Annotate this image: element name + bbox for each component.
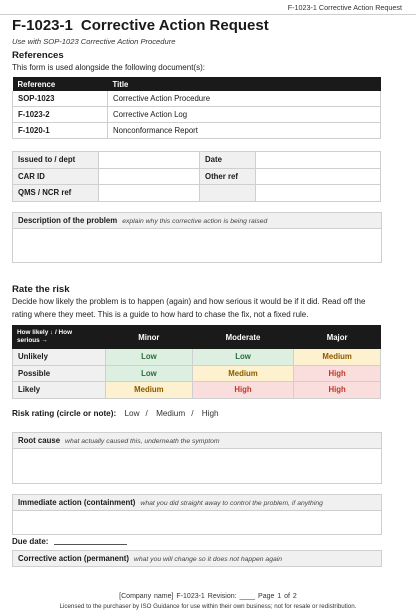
- risk-cell: Low: [192, 349, 294, 366]
- reference-code: F-1020-1: [13, 123, 108, 139]
- risk-cell: Medium: [294, 349, 381, 366]
- problem-label: Description of the problem: [18, 216, 118, 225]
- rating-separator: /: [145, 409, 148, 418]
- table-row: [13, 107, 381, 123]
- car-id-field[interactable]: [99, 168, 200, 185]
- table-row: [13, 91, 381, 107]
- root-cause-box: [12, 432, 382, 484]
- qms-ref-label: QMS / NCR ref: [13, 185, 99, 202]
- corner-line2: serious →: [17, 337, 48, 344]
- problem-box-header: [13, 213, 381, 229]
- blank-label-cell: [200, 185, 256, 202]
- table-row: [13, 152, 381, 169]
- risk-cell: Low: [106, 365, 193, 382]
- risk-cell: High: [294, 365, 381, 382]
- table-row: [13, 382, 381, 399]
- references-col-reference: Reference: [13, 77, 108, 91]
- risk-rating-line: [12, 409, 225, 418]
- immediate-action-label: Immediate action (containment): [18, 498, 136, 507]
- reference-title: Corrective Action Procedure: [108, 91, 381, 107]
- rating-option-medium[interactable]: Medium: [156, 409, 186, 418]
- references-heading: References: [12, 50, 64, 61]
- due-date-label: Due date:: [12, 537, 49, 546]
- risk-intro-line2: rating where they meet. This is a guide to how hard to chase the fix, not a fixed rule.: [12, 309, 309, 319]
- root-cause-box-header: [13, 433, 381, 449]
- risk-intro-line1: Decide how likely the problem is to happen (again) and how serious it would be if it did. Read off the: [12, 297, 366, 306]
- reference-code: F-1023-2: [13, 107, 108, 123]
- due-date: [12, 537, 127, 546]
- corrective-action-box: [12, 550, 382, 567]
- rating-option-high[interactable]: High: [201, 409, 219, 418]
- root-cause-hint: what actually caused this, underneath the symptom: [65, 438, 220, 445]
- problem-input-area[interactable]: [13, 229, 381, 262]
- risk-cell: High: [294, 382, 381, 399]
- table-row: [13, 168, 381, 185]
- table-row: [13, 349, 381, 366]
- page-footer: [Company name] F-1023-1 Revision: ____ Page 1 of 2: [119, 593, 297, 600]
- risk-col-minor: Minor: [106, 326, 193, 349]
- risk-cell: Low: [106, 349, 193, 366]
- risk-row-label: Possible: [13, 365, 106, 382]
- running-header: F-1023-1 Corrective Action Request: [287, 3, 402, 12]
- other-ref-label: Other ref: [200, 168, 256, 185]
- corner-line1: How likely ↓ / How: [17, 329, 73, 336]
- table-row: [13, 185, 381, 202]
- issued-to-field[interactable]: [99, 152, 200, 169]
- date-field[interactable]: [256, 152, 381, 169]
- risk-row-label: Likely: [13, 382, 106, 399]
- rating-separator: /: [191, 409, 194, 418]
- form-name: Corrective Action Request: [80, 17, 269, 34]
- risk-rating-label: Risk rating (circle or note):: [12, 409, 117, 418]
- risk-matrix: [12, 325, 381, 399]
- page-title: [12, 17, 269, 34]
- other-ref-field[interactable]: [256, 168, 381, 185]
- risk-col-moderate: Moderate: [192, 326, 294, 349]
- references-intro: This form is used alongside the following document(s):: [12, 63, 205, 72]
- corrective-action-label: Corrective action (permanent): [18, 554, 129, 563]
- risk-intro: [12, 296, 365, 321]
- car-id-label: CAR ID: [13, 168, 99, 185]
- risk-row-label: Unlikely: [13, 349, 106, 366]
- reference-title: Corrective Action Log: [108, 107, 381, 123]
- references-header-row: [13, 77, 381, 91]
- due-date-field[interactable]: [54, 544, 127, 545]
- qms-ref-field[interactable]: [99, 185, 200, 202]
- immediate-action-box-header: [13, 495, 381, 511]
- page-subtitle: Use with SOP-1023 Corrective Action Procedure: [12, 37, 176, 46]
- license-notice: Licensed to the purchaser by ISO Guidance for use within their own business; not for resale or redistribution.: [59, 603, 357, 610]
- reference-title: Nonconformance Report: [108, 123, 381, 139]
- risk-header-row: [13, 326, 381, 349]
- root-cause-input-area[interactable]: [13, 449, 381, 483]
- risk-cell: High: [192, 382, 294, 399]
- corrective-action-hint: what you will change so it does not happen again: [133, 556, 283, 563]
- problem-box: [12, 212, 382, 263]
- references-table: [12, 77, 381, 139]
- identification-table: [12, 151, 381, 202]
- risk-cell: Medium: [192, 365, 294, 382]
- blank-field-cell[interactable]: [256, 185, 381, 202]
- table-row: [13, 365, 381, 382]
- references-col-title: Title: [108, 77, 381, 91]
- immediate-action-box: [12, 494, 382, 535]
- immediate-action-input-area[interactable]: [13, 511, 381, 534]
- issued-to-label: Issued to / dept: [13, 152, 99, 169]
- problem-hint: explain why this corrective action is being raised: [122, 218, 268, 225]
- corrective-action-box-header: [13, 551, 381, 566]
- risk-matrix-corner: [13, 326, 106, 349]
- table-row: [13, 123, 381, 139]
- immediate-action-hint: what you did straight away to control the problem, if anything: [140, 500, 323, 507]
- header-rule: [0, 14, 416, 15]
- date-label: Date: [200, 152, 256, 169]
- risk-heading: Rate the risk: [12, 284, 70, 295]
- risk-cell: Medium: [106, 382, 193, 399]
- root-cause-label: Root cause: [18, 436, 61, 445]
- risk-col-major: Major: [294, 326, 381, 349]
- reference-code: SOP-1023: [13, 91, 108, 107]
- form-code: F-1023-1: [12, 17, 73, 34]
- rating-option-low[interactable]: Low: [124, 409, 140, 418]
